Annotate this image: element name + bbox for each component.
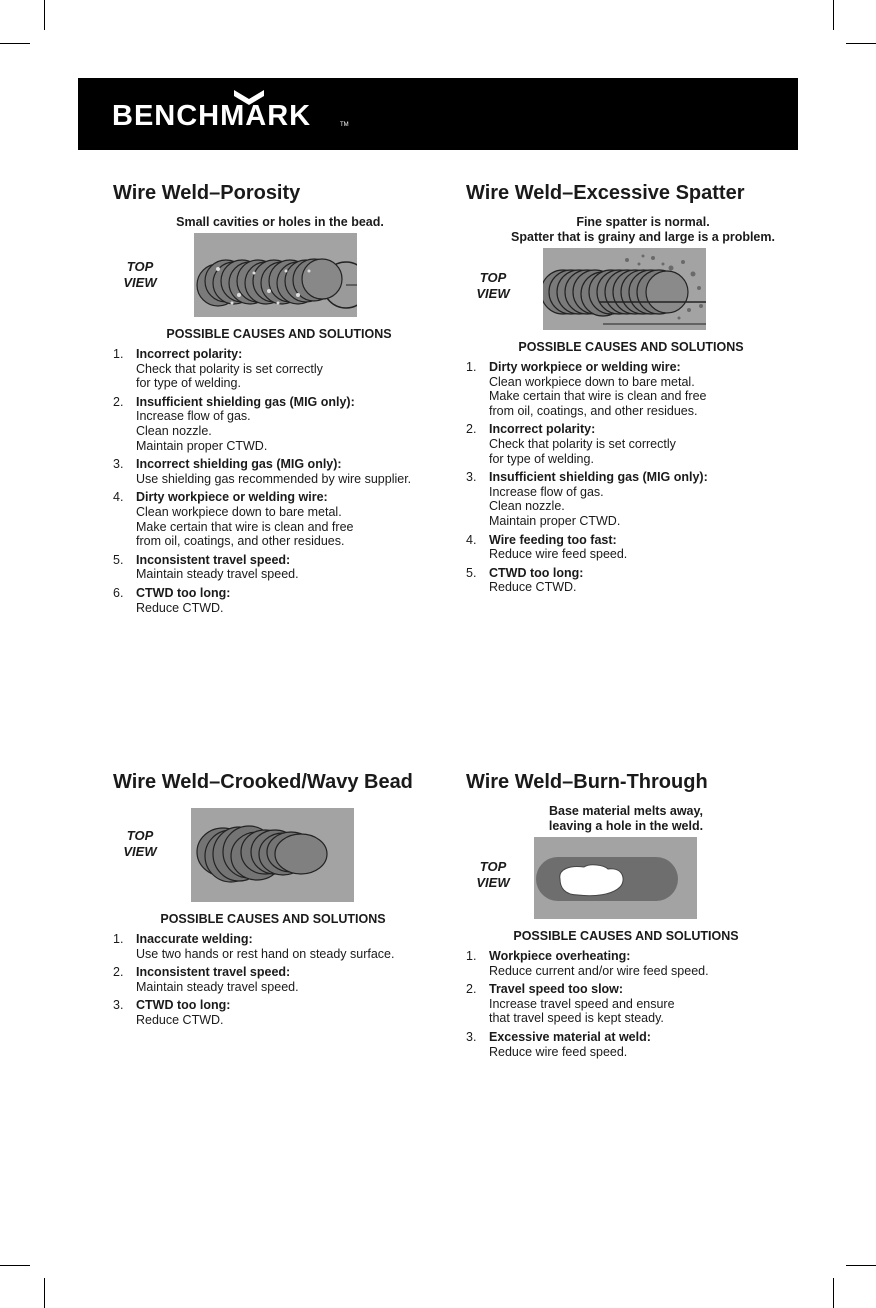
- section-title: Wire Weld–Crooked/Wavy Bead: [113, 771, 413, 793]
- solution-line: Make certain that wire is clean and free: [489, 389, 707, 404]
- solution-line: Maintain proper CTWD.: [489, 513, 621, 528]
- list-item: [466, 1030, 796, 1059]
- item-number: 2.: [466, 982, 477, 997]
- subtitle-line: Small cavities or holes in the bead.: [176, 215, 384, 229]
- top-view-label: [473, 270, 513, 302]
- top-view-label: [473, 859, 513, 891]
- crop-mark: [833, 0, 834, 30]
- top-view-label: [120, 828, 160, 860]
- weld-figure: [113, 233, 433, 319]
- list-item: [113, 490, 433, 548]
- list-item: [113, 347, 433, 391]
- crop-mark: [44, 0, 45, 30]
- item-number: 5.: [113, 552, 124, 567]
- solution-line: Reduce wire feed speed.: [489, 1044, 628, 1059]
- view-label-line: TOP: [126, 259, 154, 274]
- cause-title: Inaccurate welding:: [136, 932, 253, 946]
- section-subtitle: [127, 215, 433, 230]
- item-number: 3.: [113, 457, 124, 472]
- causes-heading: POSSIBLE CAUSES AND SOLUTIONS: [518, 340, 744, 354]
- cause-title: CTWD too long:: [136, 998, 231, 1013]
- solution-line: Reduce current and/or wire feed speed.: [489, 963, 709, 978]
- solution-line: Increase travel speed and ensure: [489, 996, 675, 1011]
- weld-figure: [113, 808, 443, 904]
- brand-trademark: TM: [340, 122, 349, 128]
- list-item: [466, 360, 796, 418]
- solution-line: Increase flow of gas.: [136, 409, 251, 424]
- header-bar: [78, 78, 798, 150]
- list-item: [466, 422, 796, 466]
- solution-line: Reduce CTWD.: [136, 1012, 224, 1027]
- crop-mark: [833, 1278, 834, 1308]
- solution-line: Maintain proper CTWD.: [136, 438, 268, 453]
- view-label-line: TOP: [126, 828, 154, 843]
- view-label-line: TOP: [479, 270, 507, 285]
- solution-line: Clean workpiece down to bare metal.: [136, 504, 342, 519]
- list-item: [466, 982, 796, 1026]
- cause-title: CTWD too long:: [489, 565, 584, 580]
- causes-heading: POSSIBLE CAUSES AND SOLUTIONS: [166, 327, 392, 341]
- causes-list: [466, 360, 796, 595]
- list-item: [113, 965, 443, 994]
- item-number: 3.: [466, 1029, 477, 1044]
- solution-line: from oil, coatings, and other residues.: [489, 403, 698, 418]
- causes-heading: POSSIBLE CAUSES AND SOLUTIONS: [513, 929, 739, 943]
- item-number: 2.: [113, 965, 124, 980]
- view-label-line: VIEW: [476, 875, 510, 890]
- item-number: 6.: [113, 585, 124, 600]
- list-item: [466, 533, 796, 562]
- solution-line: Clean nozzle.: [136, 423, 212, 438]
- list-item: [466, 949, 796, 978]
- item-number: 4.: [466, 532, 477, 547]
- list-item: [113, 998, 443, 1027]
- solution-line: for type of welding.: [489, 451, 594, 466]
- causes-list: [113, 932, 443, 1028]
- causes-heading: POSSIBLE CAUSES AND SOLUTIONS: [160, 912, 386, 926]
- crop-mark: [44, 1278, 45, 1308]
- item-number: 1.: [466, 949, 477, 963]
- list-item: [113, 553, 433, 582]
- section-title: Wire Weld–Excessive Spatter: [466, 182, 745, 204]
- crop-mark: [846, 43, 876, 44]
- list-item: [466, 470, 796, 528]
- weld-figure: [466, 248, 796, 332]
- item-number: 1.: [113, 932, 124, 946]
- item-number: 2.: [113, 394, 124, 409]
- burn-through-weld-image: [534, 837, 697, 919]
- section-subtitle: [490, 215, 796, 245]
- solution-line: Reduce wire feed speed.: [489, 547, 628, 562]
- solution-line: from oil, coatings, and other residues.: [136, 534, 345, 549]
- solution-line: Increase flow of gas.: [489, 484, 604, 499]
- subtitle-line: Fine spatter is normal.: [576, 215, 710, 229]
- section-porosity: [113, 182, 433, 619]
- solution-line: Make certain that wire is clean and free: [136, 519, 354, 534]
- cause-title: Dirty workpiece or welding wire:: [136, 490, 328, 505]
- spatter-weld-image: [543, 248, 706, 330]
- solution-line: Check that polarity is set correctly: [136, 361, 323, 376]
- subtitle-line: leaving a hole in the weld.: [548, 819, 704, 833]
- list-item: [113, 395, 433, 453]
- porosity-weld-image: [194, 233, 357, 317]
- view-label-line: TOP: [479, 859, 507, 874]
- cause-title: Wire feeding too fast:: [489, 532, 617, 547]
- section-subtitle: [466, 804, 786, 834]
- item-number: 4.: [113, 490, 124, 505]
- item-number: 3.: [113, 998, 124, 1013]
- solution-line: Clean workpiece down to bare metal.: [489, 374, 695, 389]
- cause-title: Excessive material at weld:: [489, 1029, 651, 1044]
- top-view-label: [120, 259, 160, 291]
- section-title: Wire Weld–Porosity: [113, 182, 301, 204]
- list-item: [113, 457, 433, 486]
- cause-title: Incorrect polarity:: [136, 347, 243, 361]
- cause-title: CTWD too long:: [136, 585, 231, 600]
- list-item: [466, 566, 796, 595]
- crop-mark: [0, 43, 30, 44]
- cause-title: Incorrect polarity:: [489, 422, 596, 437]
- view-label-line: VIEW: [123, 275, 157, 290]
- solution-line: for type of welding.: [136, 376, 241, 391]
- item-number: 3.: [466, 470, 477, 485]
- subtitle-line: Base material melts away,: [548, 804, 704, 818]
- crooked-weld-image: [191, 808, 354, 902]
- cause-title: Workpiece overheating:: [489, 949, 631, 963]
- item-number: 2.: [466, 422, 477, 437]
- solution-line: Reduce CTWD.: [489, 580, 577, 595]
- subtitle-line: Spatter that is grainy and large is a problem.: [511, 230, 775, 244]
- section-title: Wire Weld–Burn-Through: [466, 771, 708, 793]
- solution-line: Maintain steady travel speed.: [136, 567, 299, 582]
- solution-line: Reduce CTWD.: [136, 600, 224, 615]
- cause-title: Insufficient shielding gas (MIG only):: [136, 394, 355, 409]
- item-number: 1.: [466, 360, 477, 374]
- item-number: 5.: [466, 565, 477, 580]
- cause-title: Inconsistent travel speed:: [136, 552, 291, 567]
- item-number: 1.: [113, 347, 124, 361]
- cause-title: Insufficient shielding gas (MIG only):: [489, 470, 708, 485]
- solution-line: that travel speed is kept steady.: [489, 1011, 664, 1026]
- causes-list: [113, 347, 433, 615]
- solution-line: Clean nozzle.: [489, 499, 565, 514]
- section-crooked-bead: [113, 771, 443, 1032]
- cause-title: Dirty workpiece or welding wire:: [489, 360, 681, 374]
- list-item: [113, 932, 443, 961]
- brand-logo: BENCHMARK: [112, 100, 312, 132]
- crop-mark: [0, 1265, 30, 1266]
- weld-figure: [466, 837, 796, 921]
- solution-line: Use two hands or rest hand on steady surface.: [136, 946, 395, 961]
- section-excessive-spatter: [466, 182, 796, 599]
- cause-title: Incorrect shielding gas (MIG only):: [136, 457, 342, 472]
- solution-line: Maintain steady travel speed.: [136, 979, 299, 994]
- view-label-line: VIEW: [476, 286, 510, 301]
- cause-title: Travel speed too slow:: [489, 982, 624, 997]
- solution-line: Check that polarity is set correctly: [489, 436, 676, 451]
- list-item: [113, 586, 433, 615]
- crop-mark: [846, 1265, 876, 1266]
- section-burn-through: [466, 771, 796, 1063]
- view-label-line: VIEW: [123, 844, 157, 859]
- cause-title: Inconsistent travel speed:: [136, 965, 291, 980]
- solution-line: Use shielding gas recommended by wire supplier.: [136, 471, 412, 486]
- causes-list: [466, 949, 796, 1059]
